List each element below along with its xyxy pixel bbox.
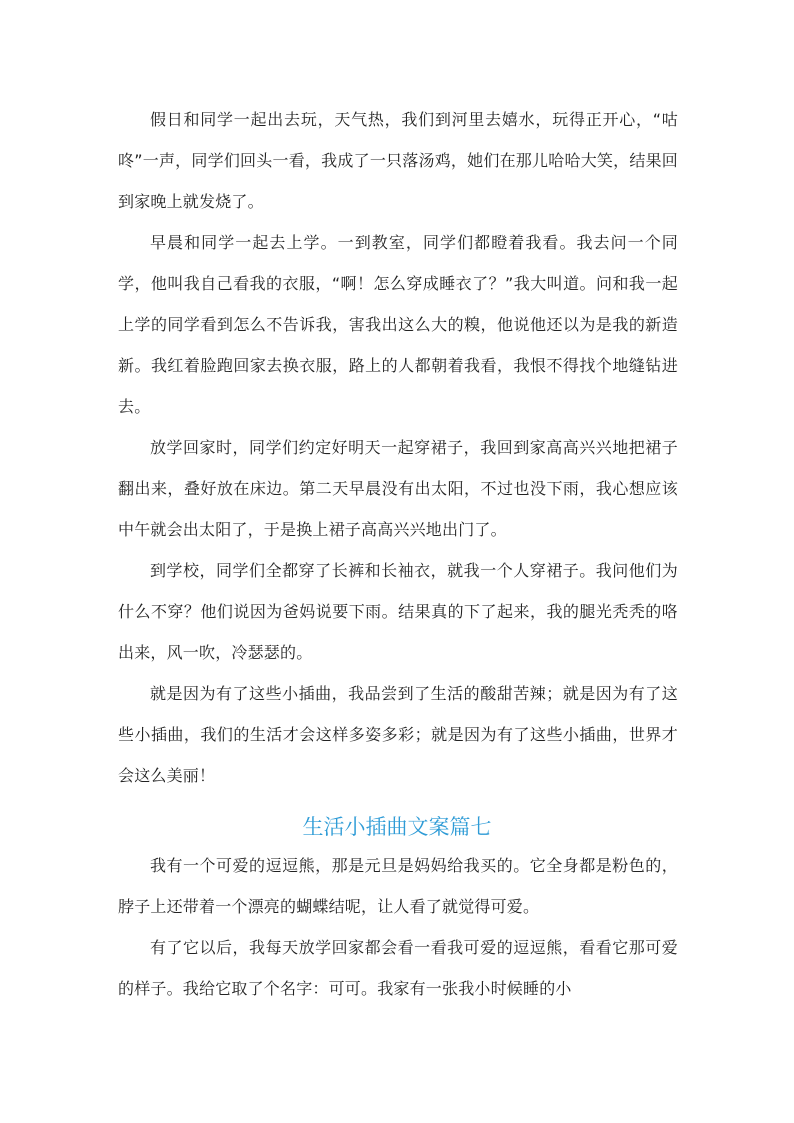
paragraph-1: 假日和同学一起出去玩，天气热，我们到河里去嬉水，玩得正开心，“咕咚”一声，同学们回头一看，我成了一只落汤鸡，她们在那儿哈哈大笑，结果回到家晚上就发烧了。 — [118, 110, 678, 211]
paragraph-3: 放学回家时，同学们约定好明天一起穿裙子，我回到家高高兴兴地把裙子翻出来，叠好放在床边。第二天早晨没有出太阳，不过也没下雨，我心想应该中午就会出太阳了，于是换上裙子高高兴兴地出门了。 — [118, 438, 678, 539]
paragraph-7: 有了它以后，我每天放学回家都会看一看我可爱的逗逗熊，看看它那可爱的样子。我给它取了个名字：可可。我家有一张我小时候睡的小 — [118, 938, 678, 998]
paragraph-5: 就是因为有了这些小插曲，我品尝到了生活的酸甜苦辣；就是因为有了这些小插曲，我们的生活才会这样多姿多彩；就是因为有了这些小插曲，世界才会这么美丽！ — [118, 684, 678, 785]
paragraph-4: 到学校，同学们全都穿了长裤和长袖衣，就我一个人穿裙子。我问他们为什么不穿？他们说因为爸妈说要下雨。结果真的下了起来，我的腿光秃秃的咯出来，风一吹，冷瑟瑟的。 — [118, 561, 678, 662]
section-heading: 生活小插曲文案篇七 — [302, 815, 492, 839]
paragraph-6: 我有一个可爱的逗逗熊，那是元旦是妈妈给我买的。它全身都是粉色的，脖子上还带着一个漂亮的蝴蝶结呢，让人看了就觉得可爱。 — [118, 856, 678, 916]
paragraph-2: 早晨和同学一起去上学。一到教室，同学们都瞪着我看。我去问一个同学，他叫我自己看我的衣服，“啊！怎么穿成睡衣了？”我大叫道。问和我一起上学的同学看到怎么不告诉我，害我出这么大的糗，他说他还以为是我的新造新。我红着脸跑回家去换衣服，路上的人都朝着我看，我恨不得找个地缝钻进去。 — [118, 233, 678, 416]
